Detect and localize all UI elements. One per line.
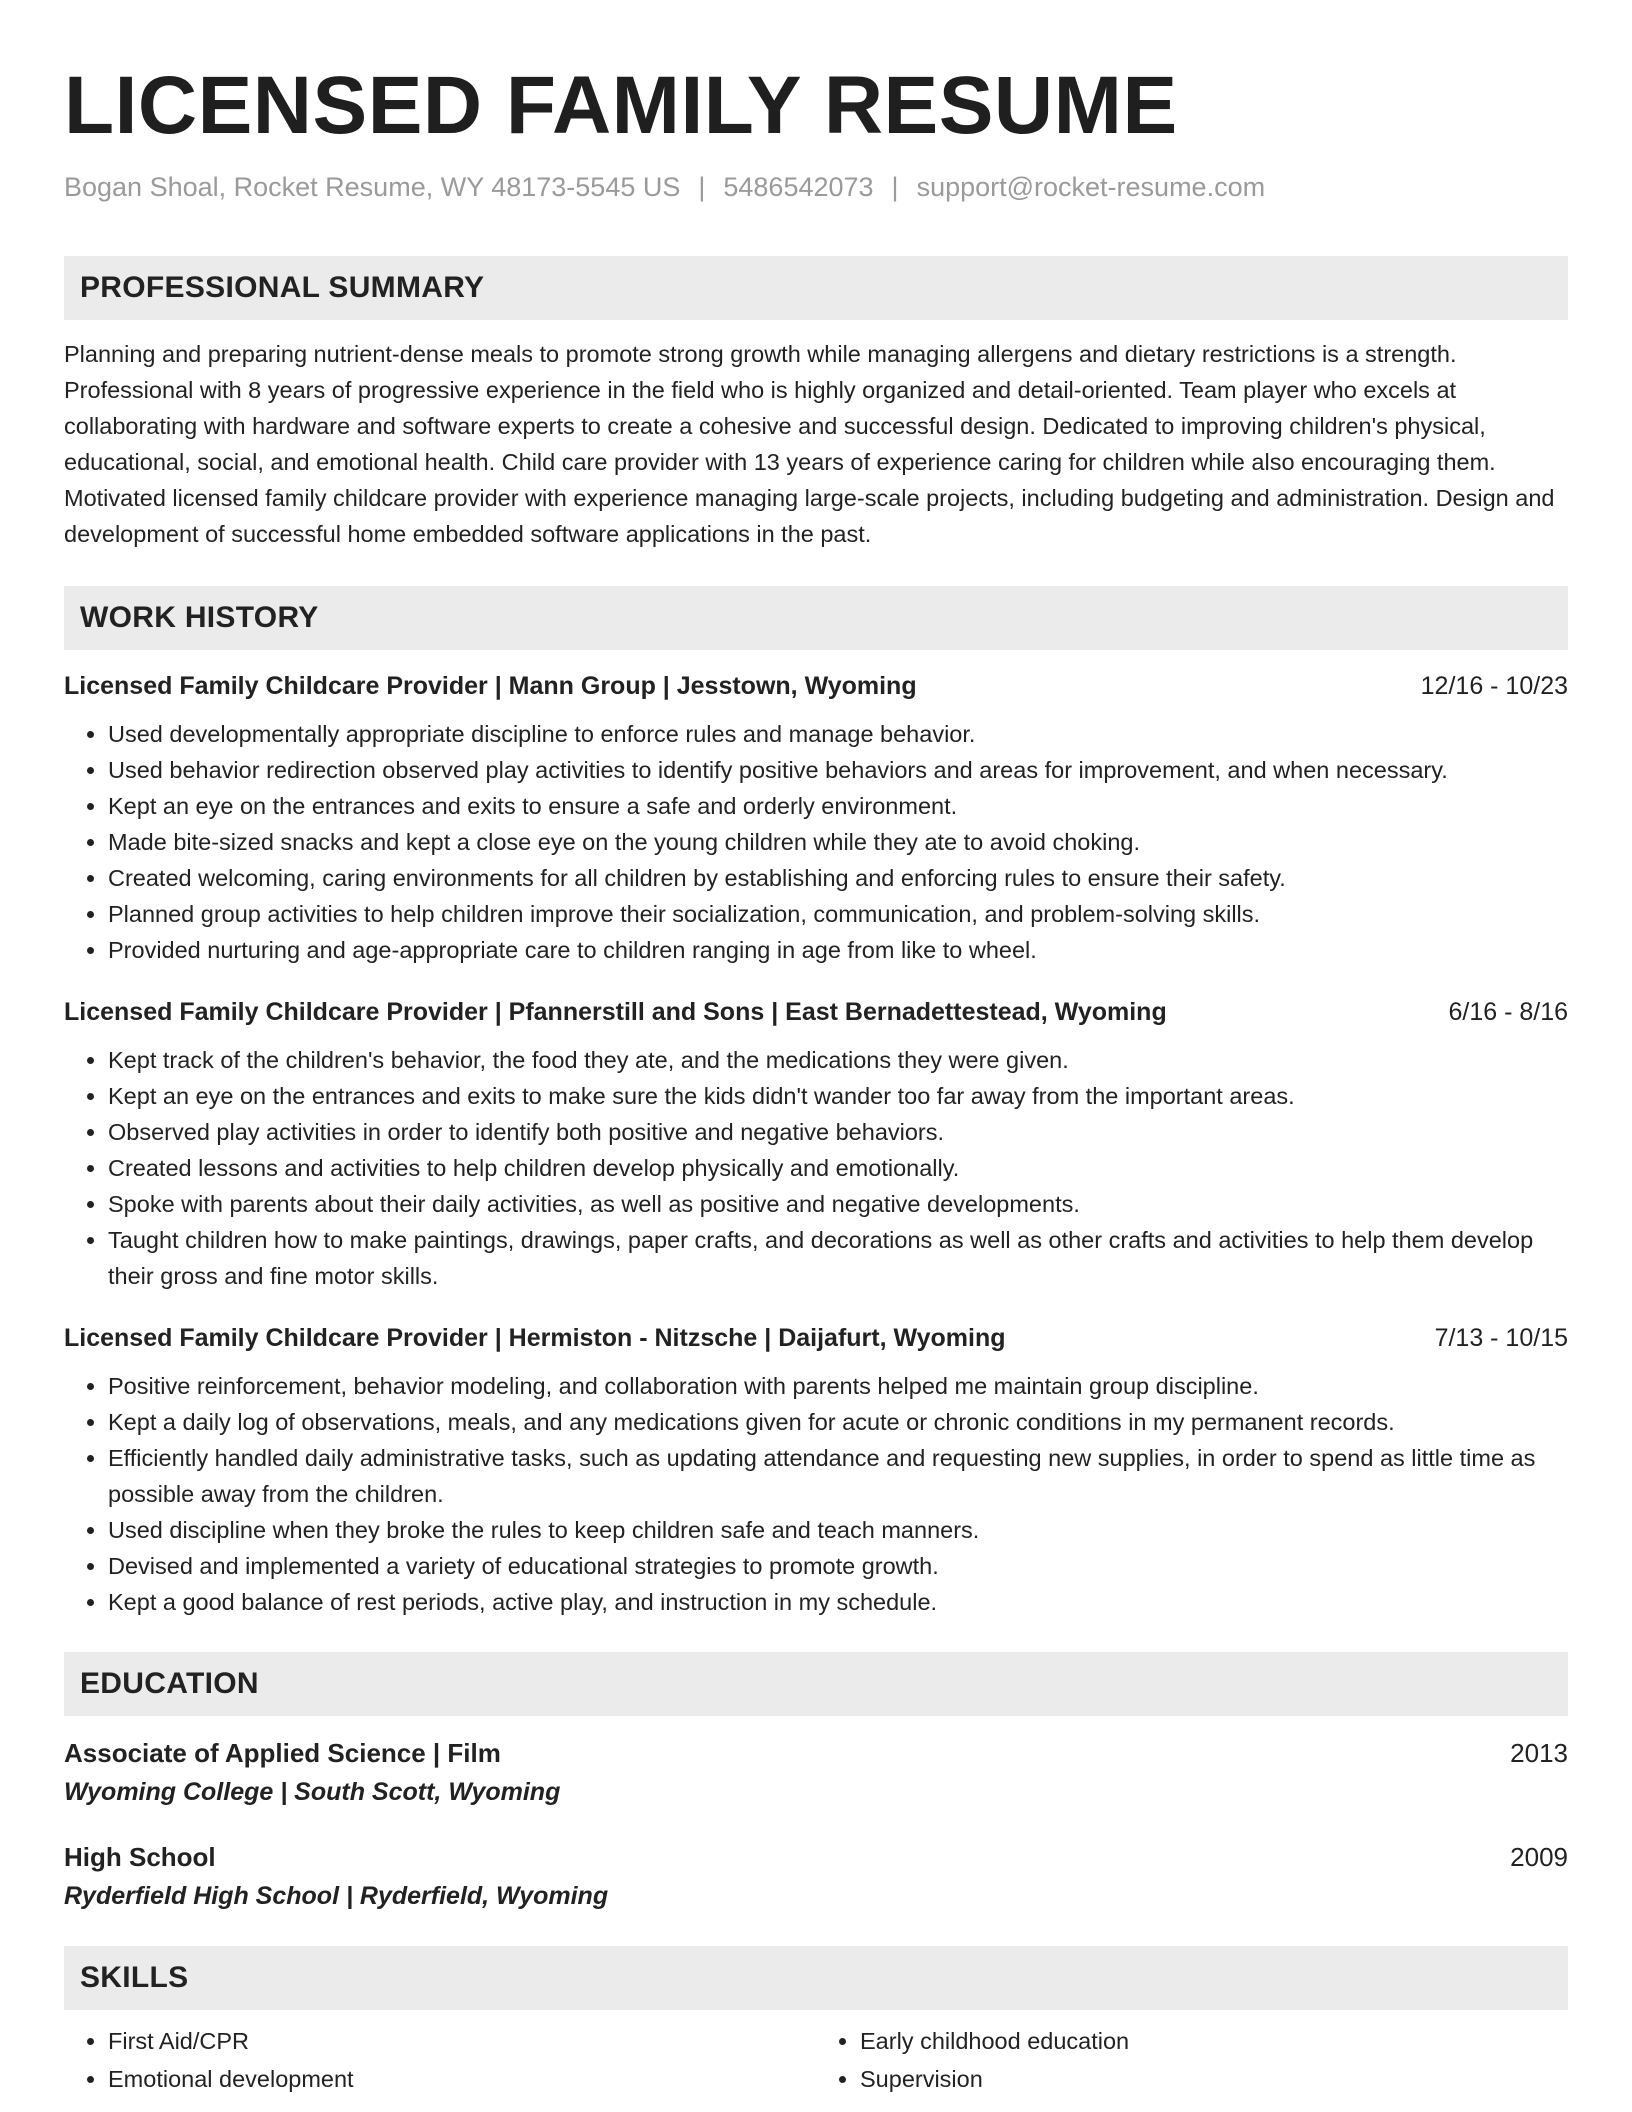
job-entry xyxy=(64,1320,1568,1620)
skill-item: • Early childhood education xyxy=(860,2022,1568,2060)
skill-item: • Supervision xyxy=(860,2060,1568,2098)
skills-column-right xyxy=(816,2022,1568,2098)
skills-list xyxy=(64,2022,1568,2098)
section-heading-education: EDUCATION xyxy=(64,1652,1568,1716)
contact-line xyxy=(64,170,1568,204)
contact-phone: 5486542073 xyxy=(723,172,874,202)
job-dates: 7/13 - 10/15 xyxy=(1434,1324,1568,1352)
job-title: Licensed Family Childcare Provider | Hermiston - Nitzsche | Daijafurt, Wyoming xyxy=(64,1324,1006,1352)
contact-separator: | xyxy=(698,172,706,202)
contact-address: Bogan Shoal, Rocket Resume, WY 48173-5545 US xyxy=(64,172,681,202)
resume-title: LICENSED FAMILY RESUME xyxy=(64,60,1178,151)
job-bullet: • Made bite-sized snacks and kept a close eye on the young children while they ate to avoid choking. xyxy=(108,824,1568,860)
job-bullet: • Kept an eye on the entrances and exits to make sure the kids didn't wander too far away from the important areas. xyxy=(108,1078,1568,1114)
education-entry xyxy=(64,1838,1568,1916)
education-school: Ryderfield High School | Ryderfield, Wyoming xyxy=(64,1882,609,1910)
education-school: Wyoming College | South Scott, Wyoming xyxy=(64,1778,561,1806)
job-bullet: • Kept a daily log of observations, meals, and any medications given for acute or chronic conditions in my permanent records. xyxy=(108,1404,1568,1440)
education-degree: Associate of Applied Science | Film xyxy=(64,1738,501,1768)
job-entry xyxy=(64,668,1568,968)
skill-item: • First Aid/CPR xyxy=(108,2022,816,2060)
education-entry xyxy=(64,1734,1568,1812)
job-bullet: • Created welcoming, caring environments for all children by establishing and enforcing rules to ensure their safety. xyxy=(108,860,1568,896)
education-year: 2009 xyxy=(1510,1842,1568,1872)
job-bullets xyxy=(64,1042,1568,1294)
job-bullet: • Efficiently handled daily administrative tasks, such as updating attendance and requesting new supplies, in order to spend as little time as possible away from the children. xyxy=(108,1440,1568,1512)
job-bullet: • Observed play activities in order to identify both positive and negative behaviors. xyxy=(108,1114,1568,1150)
job-bullet: • Devised and implemented a variety of educational strategies to promote growth. xyxy=(108,1548,1568,1584)
job-bullet: • Used discipline when they broke the rules to keep children safe and teach manners. xyxy=(108,1512,1568,1548)
section-heading-summary: PROFESSIONAL SUMMARY xyxy=(64,256,1568,320)
job-entry xyxy=(64,994,1568,1294)
job-bullet: • Taught children how to make paintings, drawings, paper crafts, and decorations as well as other crafts and activities to help them develop their gross and fine motor skills. xyxy=(108,1222,1568,1294)
skill-item: • Emotional development xyxy=(108,2060,816,2098)
job-title: Licensed Family Childcare Provider | Mann Group | Jesstown, Wyoming xyxy=(64,672,917,700)
job-dates: 12/16 - 10/23 xyxy=(1420,672,1568,700)
education-header xyxy=(64,1838,1568,1876)
education-year: 2013 xyxy=(1510,1738,1568,1768)
contact-email: support@rocket-resume.com xyxy=(916,172,1266,202)
contact-separator: | xyxy=(891,172,899,202)
skills-column-left xyxy=(64,2022,816,2098)
job-bullet: • Used developmentally appropriate discipline to enforce rules and manage behavior. xyxy=(108,716,1568,752)
job-header xyxy=(64,994,1568,1030)
education-header xyxy=(64,1734,1568,1772)
job-dates: 6/16 - 8/16 xyxy=(1448,998,1568,1026)
summary-text: Planning and preparing nutrient-dense meals to promote strong growth while managing allergens and dietary restrictions is a strength. Professional with 8 years of progressive experience in the field who is highly organized and detail-oriented. Team player who excels at collaborating with hardware and software experts to create a cohesive and successful design. Dedicated to improving children's physical, educational, social, and emotional health. Child care provider with 13 years of experience caring for children while also encouraging them. Motivated licensed family childcare provider with experience managing large-scale projects, including budgeting and administration. Design and development of successful home embedded software applications in the past. xyxy=(64,341,1555,547)
education-degree: High School xyxy=(64,1842,216,1872)
job-bullet: • Kept a good balance of rest periods, active play, and instruction in my schedule. xyxy=(108,1584,1568,1620)
job-bullet: • Spoke with parents about their daily activities, as well as positive and negative developments. xyxy=(108,1186,1568,1222)
job-bullet: • Positive reinforcement, behavior modeling, and collaboration with parents helped me maintain group discipline. xyxy=(108,1368,1568,1404)
job-bullet: • Kept track of the children's behavior, the food they ate, and the medications they were given. xyxy=(108,1042,1568,1078)
job-bullet: • Planned group activities to help children improve their socialization, communication, and problem-solving skills. xyxy=(108,896,1568,932)
section-heading-skills: SKILLS xyxy=(64,1946,1568,2010)
section-heading-work-history: WORK HISTORY xyxy=(64,586,1568,650)
job-bullet: • Kept an eye on the entrances and exits to ensure a safe and orderly environment. xyxy=(108,788,1568,824)
job-bullet: • Used behavior redirection observed play activities to identify positive behaviors and areas for improvement, and when necessary. xyxy=(108,752,1568,788)
job-header xyxy=(64,668,1568,704)
job-bullets xyxy=(64,716,1568,968)
job-title: Licensed Family Childcare Provider | Pfannerstill and Sons | East Bernadettestead, Wyoming xyxy=(64,998,1167,1026)
job-header xyxy=(64,1320,1568,1356)
job-bullet: • Created lessons and activities to help children develop physically and emotionally. xyxy=(108,1150,1568,1186)
job-bullets xyxy=(64,1368,1568,1620)
job-bullet: • Provided nurturing and age-appropriate care to children ranging in age from like to wheel. xyxy=(108,932,1568,968)
